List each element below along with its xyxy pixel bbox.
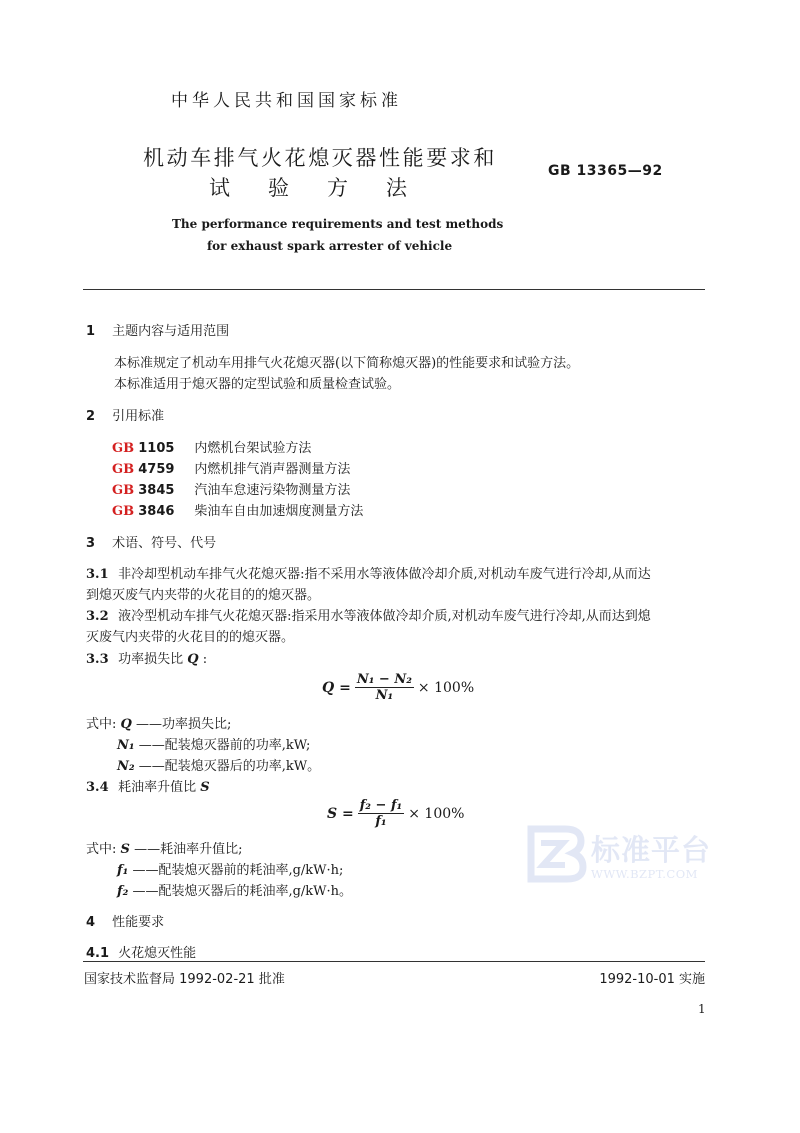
formula-lhs: Q = [322,679,351,696]
numerator: N₁ − N₂ [356,672,412,687]
def-symbol: f₂ [117,884,129,899]
clause-3-2 [86,605,651,624]
section-number: 4 [86,915,96,930]
title-line-1: 机动车排气火花熄灭器性能要求和 [143,146,497,170]
english-title-line-1: The performance requirements and test methods [172,217,504,231]
clause-number: 3.1 [86,567,109,582]
where-label: 式中: [86,842,117,857]
denominator: N₁ [375,688,394,703]
section-number: 2 [86,409,96,424]
definition-row [117,859,343,878]
clause-title: 耗油率升值比 [118,780,197,795]
fraction [355,672,414,703]
page-number: 1 [698,1002,706,1016]
def-text: ——配装熄灭器前的功率,kW; [138,738,311,753]
def-symbol: Q [120,717,132,732]
reference-prefix: GB [112,441,135,456]
section-2-heading [86,405,164,424]
section-number: 3 [86,536,96,551]
header-divider [83,289,705,290]
reference-item [112,479,350,498]
reference-code: 3846 [138,504,175,519]
standard-type: 中华人民共和国国家标准 [171,91,402,111]
reference-code: 1105 [138,441,175,456]
def-symbol: S [120,842,130,857]
clause-4-1 [86,942,196,961]
clause-3-3 [86,648,207,667]
formula-fuel-rise [327,798,464,829]
section-1-heading [86,320,229,339]
clause-text-continued: 灭废气内夹带的火花目的的熄灭器。 [86,630,295,645]
reference-title: 内燃机台架试验方法 [194,441,312,456]
def-text: ——配装熄灭器后的耗油率,g/kW·h。 [132,884,353,899]
watermark-text: 标准平台 [591,832,712,867]
reference-code: 4759 [138,462,175,477]
clause-3-1 [86,563,651,582]
watermark-url: WWW.BZPT.COM [591,866,698,881]
clause-text: 液冷型机动车排气火花熄灭器:指采用水等液体做冷却介质,对机动车废气进行冷却,从而达到熄 [118,609,651,624]
english-title-line-2: for exhaust spark arrester of vehicle [207,239,453,253]
watermark-logo-icon [527,825,587,883]
paragraph: 本标准规定了机动车用排气火花熄灭器(以下简称熄灭器)的性能要求和试验方法。 [114,356,580,371]
reference-prefix: GB [112,483,135,498]
definition-row [117,734,310,753]
reference-code: 3845 [138,483,175,498]
where-label: 式中: [86,717,117,732]
def-symbol: N₂ [117,759,135,774]
clause-number: 3.4 [86,780,109,795]
def-text: ——配装熄灭器前的耗油率,g/kW·h; [132,863,344,878]
clause-number: 3.3 [86,652,109,667]
formula-lhs: S = [327,805,354,822]
clause-number: 4.1 [86,946,110,961]
watermark [527,825,711,883]
reference-item [112,437,311,456]
definition-row [117,880,352,899]
definition-row [86,838,242,857]
def-symbol: N₁ [117,738,135,753]
denominator: f₁ [375,814,387,829]
section-3-heading [86,532,216,551]
numerator: f₂ − f₁ [359,798,403,813]
reference-prefix: GB [112,462,135,477]
reference-item [112,458,350,477]
def-text: ——配装熄灭器后的功率,kW。 [138,759,321,774]
clause-text: 非冷却型机动车排气火花熄灭器:指不采用水等液体做冷却介质,对机动车废气进行冷却,从而达 [118,567,651,582]
clause-3-4 [86,776,210,795]
reference-title: 柴油车自由加速烟度测量方法 [194,504,364,519]
fraction [358,798,405,829]
paragraph: 本标准适用于熄灭器的定型试验和质量检查试验。 [114,377,401,392]
clause-text-continued: 到熄灭废气内夹带的火花目的的熄灭器。 [86,588,321,603]
symbol: S [200,780,210,795]
clause-title: 火花熄灭性能 [118,946,197,961]
effective-text: 1992-10-01 实施 [599,972,705,987]
section-title: 主题内容与适用范围 [112,324,230,339]
clause-title: 功率损失比 [118,652,184,667]
def-text: ——功率损失比; [136,717,232,732]
section-title: 引用标准 [112,409,165,424]
standard-code: GB 13365—92 [548,163,663,179]
def-symbol: f₁ [117,863,129,878]
definition-row [86,713,231,732]
formula-rhs: × 100% [408,805,465,822]
colon: : [202,652,208,667]
symbol: Q [187,652,199,667]
approval-text: 国家技术监督局 1992-02-21 批准 [84,972,285,987]
section-title: 术语、符号、代号 [112,536,217,551]
clause-number: 3.2 [86,609,109,624]
reference-item [112,500,363,519]
section-number: 1 [86,324,96,339]
formula-power-loss [322,672,474,703]
footer-divider [83,961,705,962]
section-title: 性能要求 [112,915,165,930]
definition-row [117,755,320,774]
title-line-2: 试验方法 [209,176,445,200]
section-4-heading [86,911,164,930]
def-text: ——耗油率升值比; [134,842,243,857]
reference-title: 内燃机排气消声器测量方法 [194,462,351,477]
reference-prefix: GB [112,504,135,519]
reference-title: 汽油车怠速污染物测量方法 [194,483,351,498]
formula-rhs: × 100% [417,679,475,696]
